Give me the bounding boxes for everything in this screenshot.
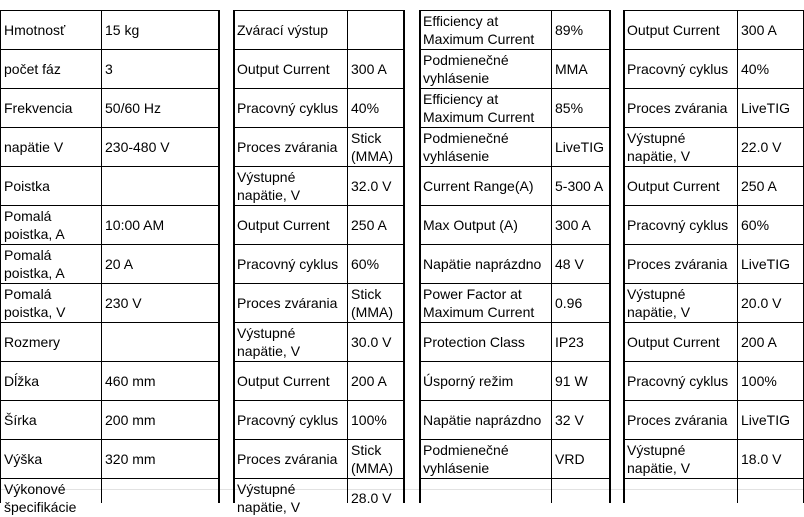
row-border [233, 49, 403, 50]
row-border [233, 127, 403, 128]
row-border [419, 127, 609, 128]
table-cell[interactable]: Pomalá poistka, A [4, 246, 65, 281]
column-border [403, 10, 405, 503]
row-border [623, 478, 804, 479]
row-border [233, 439, 403, 440]
table-cell[interactable]: Output Current [237, 372, 330, 389]
row-border [233, 478, 403, 479]
table-cell[interactable]: 460 mm [105, 372, 156, 389]
table-cell[interactable]: 89% [555, 21, 584, 38]
table-cell[interactable]: Max Output (A) [423, 216, 518, 233]
table-cell[interactable]: Výstupné napätie, V [627, 129, 691, 164]
table-cell[interactable]: 18.0 V [741, 450, 782, 467]
row-border [419, 322, 609, 323]
table-cell[interactable]: Šírka [4, 411, 37, 428]
row-border [623, 361, 804, 362]
row-border [233, 400, 403, 401]
table-cell[interactable]: 10:00 AM [105, 216, 165, 233]
row-border [0, 439, 218, 440]
row-border [623, 283, 804, 284]
table-cell[interactable]: Napätie naprázdno [423, 255, 542, 272]
row-border [419, 88, 609, 89]
table-cell[interactable]: 22.0 V [741, 138, 782, 155]
table-cell[interactable]: 30.0 V [351, 333, 392, 350]
row-border [233, 244, 403, 245]
table-cell[interactable]: Pracovný cyklus [627, 216, 729, 233]
table-cell[interactable]: Napätie naprázdno [423, 411, 542, 428]
table-cell[interactable]: IP23 [555, 333, 584, 350]
table-cell[interactable]: Pracovný cyklus [237, 255, 339, 272]
row-border [233, 283, 403, 284]
table-cell[interactable]: Podmienečné vyhlásenie [423, 51, 509, 86]
table-cell[interactable]: 300 A [741, 21, 777, 38]
table-cell[interactable]: Výstupné napätie, V [237, 480, 301, 515]
table-cell[interactable]: 250 A [351, 216, 387, 233]
table-cell[interactable]: 5-300 A [555, 177, 604, 194]
row-border [623, 439, 804, 440]
table-cell[interactable]: Output Current [237, 60, 330, 77]
table-cell[interactable]: Pomalá poistka, A [4, 207, 65, 242]
table-cell[interactable]: 300 A [555, 216, 591, 233]
table-cell[interactable] [101, 166, 218, 205]
row-border [623, 49, 804, 50]
table-cell[interactable]: Výstupné napätie, V [237, 168, 301, 203]
table-cell[interactable]: Zvárací výstup [237, 21, 329, 38]
column-border [419, 10, 421, 503]
table-cell[interactable]: 48 V [555, 255, 584, 272]
row-border [0, 127, 218, 128]
row-border [419, 10, 609, 11]
table-cell[interactable]: 200 A [741, 333, 777, 350]
row-border [0, 166, 218, 167]
column-border [609, 10, 611, 503]
table-cell[interactable]: Current Range(A) [423, 177, 534, 194]
table-cell[interactable]: 60% [741, 216, 770, 233]
table-cell[interactable]: Proces zvárania [237, 294, 338, 311]
column-border [218, 10, 220, 503]
table-cell[interactable]: LiveTIG [741, 411, 791, 428]
row-border [419, 244, 609, 245]
column-border [0, 10, 1, 503]
table-cell[interactable]: 60% [351, 255, 380, 272]
row-border [623, 10, 804, 11]
table-cell[interactable]: Frekvencia [4, 99, 73, 116]
row-border [0, 205, 218, 206]
table-cell[interactable]: Podmienečné vyhlásenie [423, 441, 509, 476]
column-border [551, 10, 552, 503]
table-cell[interactable]: 200 A [351, 372, 387, 389]
column-border [737, 10, 738, 503]
row-border [233, 322, 403, 323]
table-cell[interactable]: Efficiency at Maximum Current [423, 12, 535, 47]
row-border [0, 361, 218, 362]
table-cell[interactable]: Výstupné napätie, V [627, 285, 691, 320]
column-border [101, 10, 102, 503]
row-border [233, 205, 403, 206]
table-cell[interactable]: LiveTIG [741, 255, 791, 272]
row-border [623, 205, 804, 206]
table-cell[interactable]: Output Current [627, 333, 720, 350]
row-border [0, 88, 218, 89]
table-cell[interactable]: MMA [555, 60, 588, 77]
table-cell[interactable]: Proces zvárania [237, 138, 338, 155]
row-border [0, 10, 218, 11]
row-border [419, 166, 609, 167]
table-cell[interactable] [737, 478, 804, 517]
table-cell[interactable]: Výstupné napätie, V [627, 441, 691, 476]
table-cell[interactable]: Dĺžka [4, 372, 40, 389]
table-cell[interactable]: 3 [105, 60, 113, 77]
row-border [623, 322, 804, 323]
table-cell[interactable]: 40% [741, 60, 770, 77]
row-border [233, 10, 403, 11]
table-cell[interactable]: 200 mm [105, 411, 156, 428]
row-border [233, 361, 403, 362]
table-cell[interactable]: 100% [351, 411, 387, 428]
table-cell[interactable]: Pomalá poistka, V [4, 285, 66, 320]
table-cell[interactable]: Úsporný režim [423, 372, 514, 389]
table-cell[interactable]: Výstupné napätie, V [237, 324, 301, 359]
table-cell[interactable] [623, 478, 737, 517]
table-cell[interactable]: Podmienečné vyhlásenie [423, 129, 509, 164]
table-cell[interactable]: Výška [4, 450, 43, 467]
row-border [233, 88, 403, 89]
table-cell[interactable] [347, 10, 403, 49]
table-cell[interactable]: Proces zvárania [627, 99, 728, 116]
row-border [233, 166, 403, 167]
table-cell[interactable]: 250 A [741, 177, 777, 194]
table-cell[interactable]: 15 kg [105, 21, 140, 38]
table-cell[interactable] [419, 478, 551, 517]
table-cell[interactable]: Stick (MMA) [351, 285, 393, 320]
table-cell[interactable]: Output Current [237, 216, 330, 233]
table-cell[interactable]: 20.0 V [741, 294, 782, 311]
row-border [419, 478, 609, 479]
table-cell[interactable]: Pracovný cyklus [627, 60, 729, 77]
table-cell[interactable] [101, 322, 218, 361]
row-border [419, 400, 609, 401]
table-cell[interactable]: Proces zvárania [627, 255, 728, 272]
table-cell[interactable]: Output Current [627, 177, 720, 194]
table-cell[interactable]: Výkonové špecifikácie [4, 480, 77, 515]
row-border [419, 283, 609, 284]
row-border [0, 322, 218, 323]
column-border [233, 10, 235, 503]
row-border [419, 361, 609, 362]
row-border [419, 205, 609, 206]
table-cell[interactable]: Power Factor at Maximum Current [423, 285, 535, 320]
table-cell[interactable]: Proces zvárania [237, 450, 338, 467]
table-cell[interactable]: Stick (MMA) [351, 129, 393, 164]
table-cell[interactable]: LiveTIG [741, 99, 791, 116]
table-cell[interactable]: počet fáz [4, 60, 61, 77]
table-cell[interactable] [551, 478, 609, 517]
row-border [0, 244, 218, 245]
table-cell[interactable]: 320 mm [105, 450, 156, 467]
table-cell[interactable]: Rozmery [4, 333, 61, 350]
table-cell[interactable]: VRD [555, 450, 585, 467]
row-border [0, 400, 218, 401]
table-cell[interactable]: 50/60 Hz [105, 99, 162, 116]
column-border [623, 10, 625, 503]
row-border [623, 127, 804, 128]
table-cell[interactable]: Pracovný cyklus [627, 372, 729, 389]
table-cell[interactable]: 40% [351, 99, 380, 116]
row-border [623, 166, 804, 167]
table-cell[interactable] [101, 478, 218, 517]
row-border [623, 244, 804, 245]
table-cell[interactable]: 91 W [555, 372, 588, 389]
row-border [623, 400, 804, 401]
table-cell[interactable]: 28.0 V [351, 489, 392, 506]
table-cell[interactable]: 0.96 [555, 294, 583, 311]
table-cell[interactable]: 32 V [555, 411, 584, 428]
table-cell[interactable]: 85% [555, 99, 584, 116]
row-border [0, 49, 218, 50]
table-cell[interactable]: Pracovný cyklus [237, 99, 339, 116]
row-border [623, 88, 804, 89]
table-cell[interactable]: napätie V [4, 138, 64, 155]
row-border [0, 478, 218, 479]
table-cell[interactable]: Output Current [627, 21, 720, 38]
table-cell[interactable]: Proces zvárania [627, 411, 728, 428]
row-border [419, 439, 609, 440]
table-cell[interactable]: Efficiency at Maximum Current [423, 90, 535, 125]
column-border [347, 10, 348, 503]
table-cell[interactable]: 20 A [105, 255, 134, 272]
table-cell[interactable]: 100% [741, 372, 777, 389]
table-cell[interactable]: 32.0 V [351, 177, 392, 194]
table-cell[interactable]: Stick (MMA) [351, 441, 393, 476]
table-cell[interactable]: 300 A [351, 60, 387, 77]
table-cell[interactable]: Pracovný cyklus [237, 411, 339, 428]
table-cell[interactable]: LiveTIG [555, 138, 605, 155]
row-border [0, 283, 218, 284]
row-border [419, 49, 609, 50]
table-cell[interactable]: Poistka [4, 177, 50, 194]
table-cell[interactable]: 230 V [105, 294, 142, 311]
table-cell[interactable]: 230-480 V [105, 138, 170, 155]
table-cell[interactable]: Protection Class [423, 333, 525, 350]
table-cell[interactable]: Hmotnosť [4, 21, 66, 38]
